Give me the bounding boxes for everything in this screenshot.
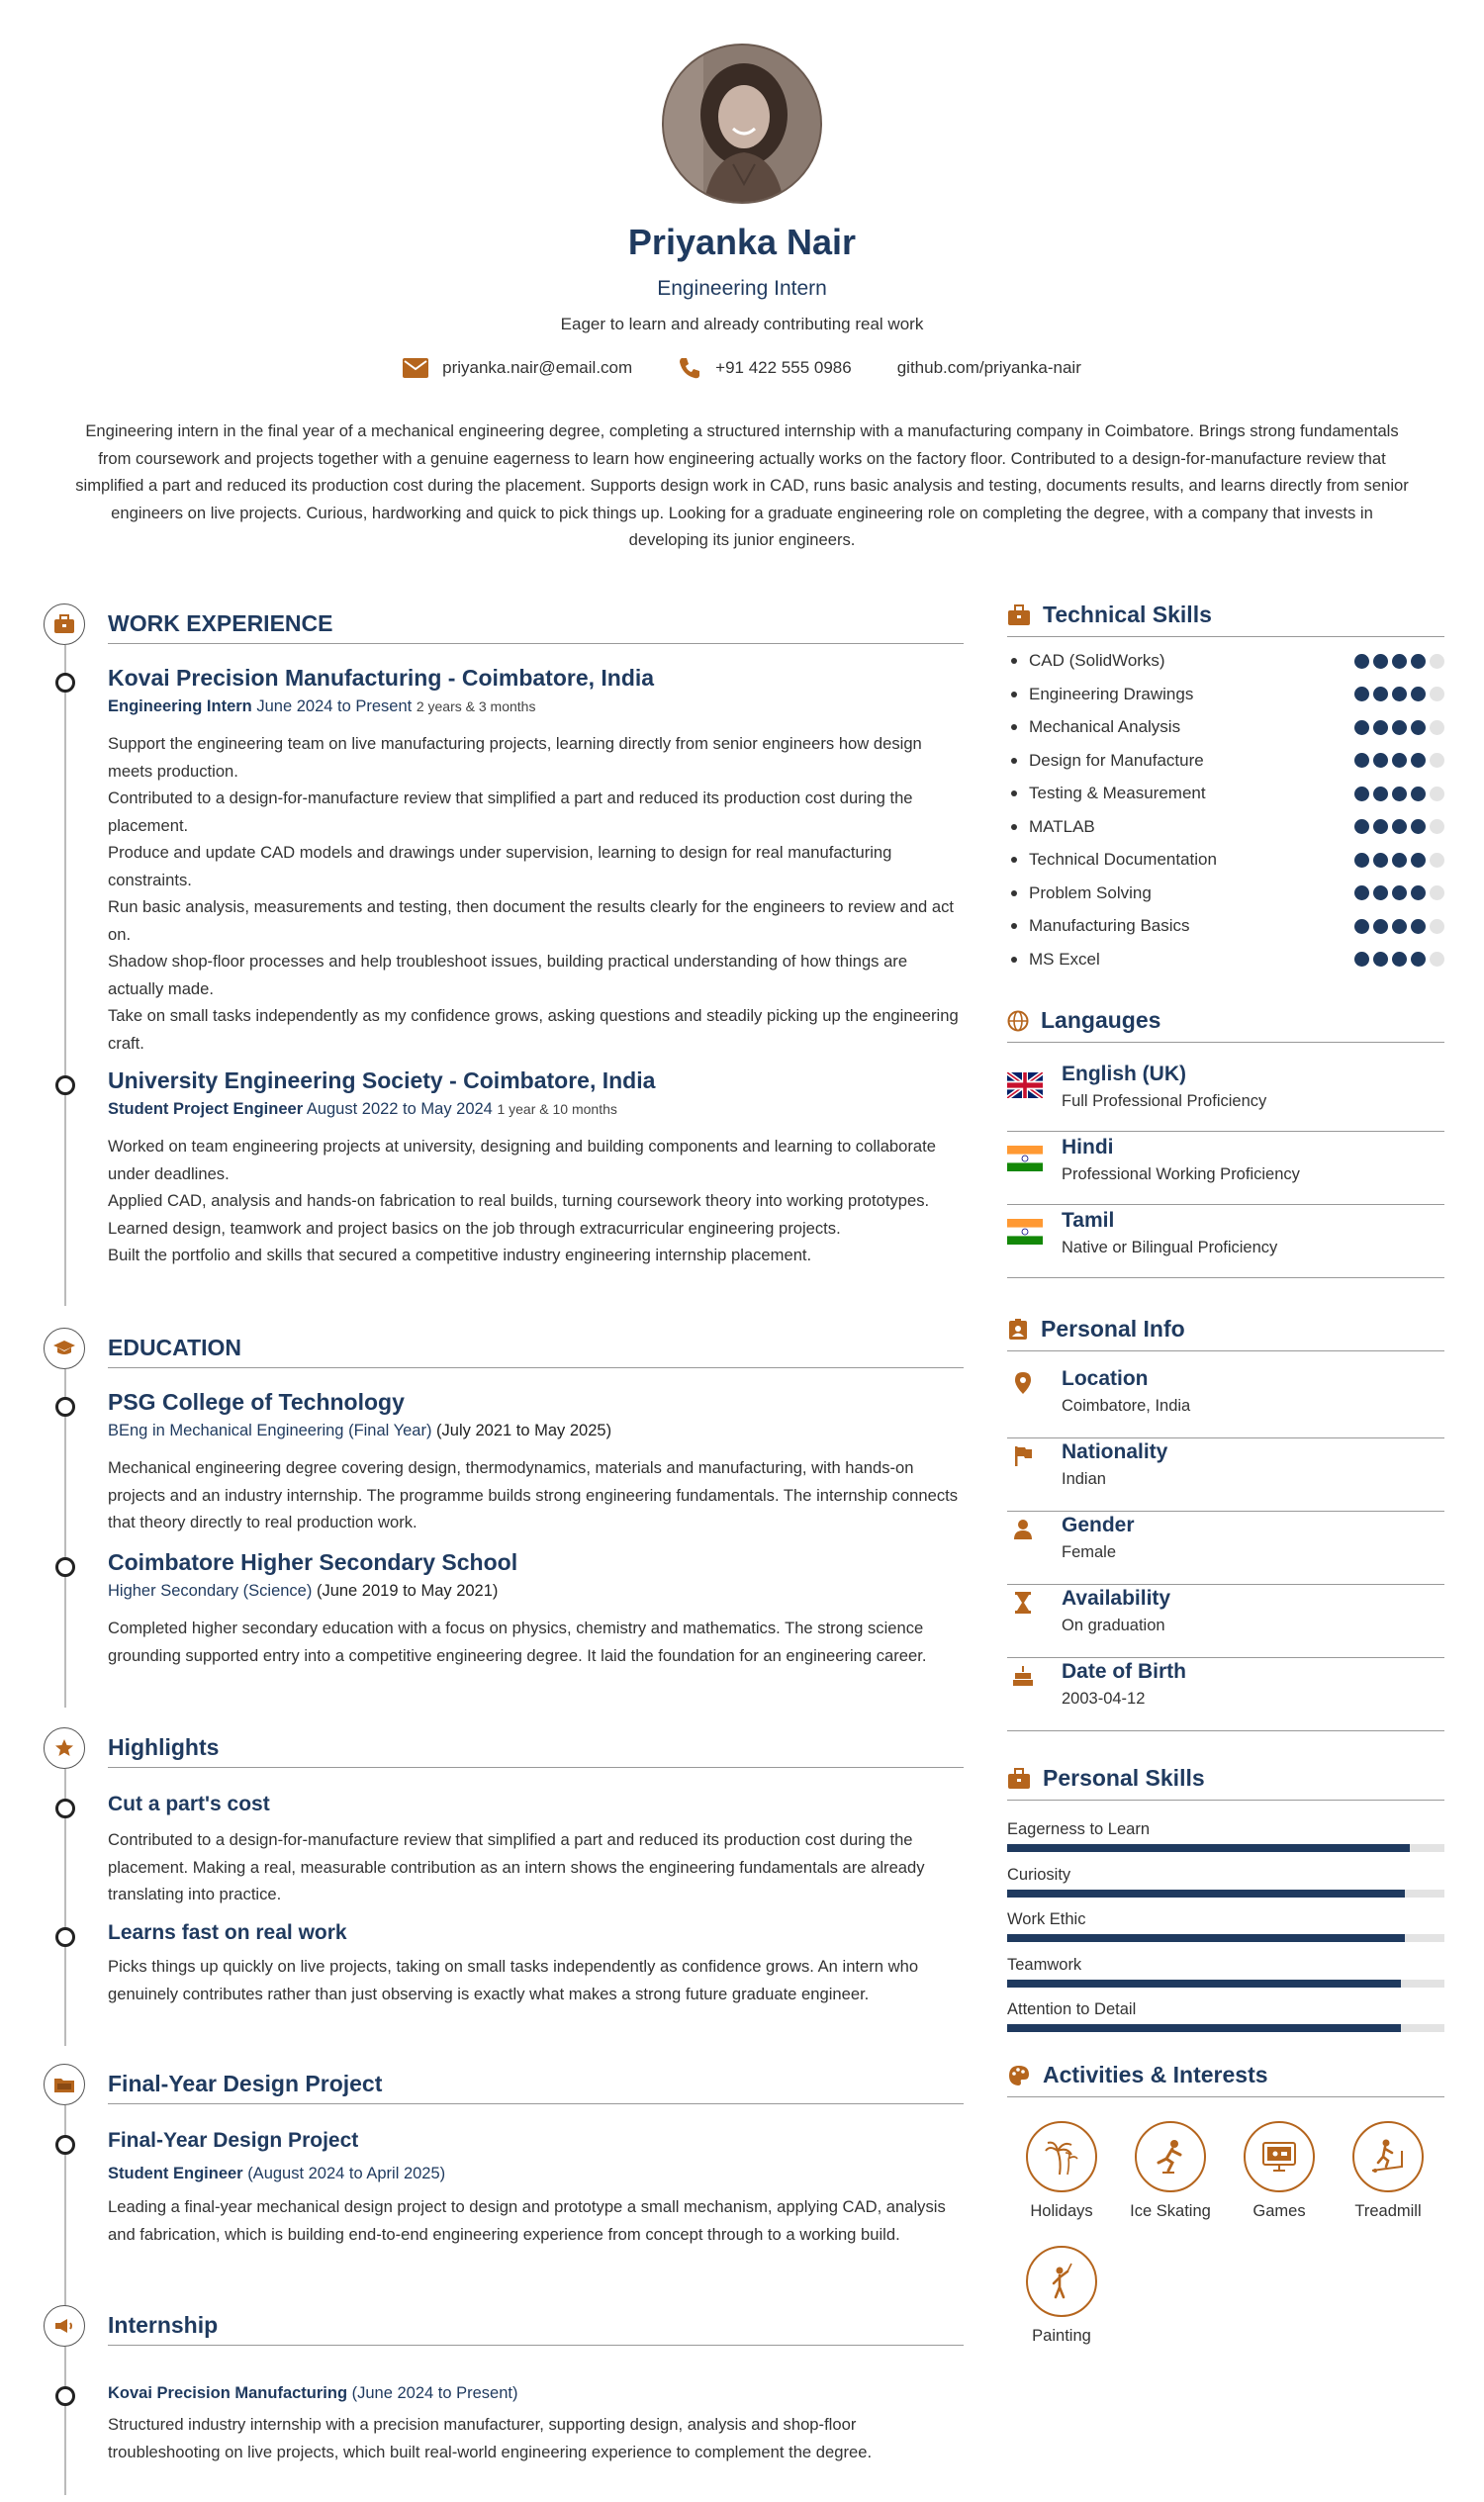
painting-icon [1026,2246,1097,2317]
language-level: Professional Working Proficiency [1062,1165,1300,1183]
info-value: On graduation [1062,1617,1165,1634]
rating-dot-filled [1392,885,1407,900]
info-label: Location [1062,1367,1149,1390]
rating-dot-filled [1354,753,1369,768]
rating-dot-filled [1354,654,1369,669]
skill-bar-fill [1007,1980,1401,1988]
skill-rating [1354,753,1444,768]
section-title: Highlights [108,1734,964,1768]
rating-dot-filled [1392,853,1407,868]
personal-info-item [1007,1512,1444,1585]
section-title: WORK EXPERIENCE [108,610,964,644]
activity-label: Games [1252,2202,1306,2220]
language-item [1007,1132,1444,1205]
rating-dot-filled [1411,687,1426,701]
rating-dot-filled [1392,687,1407,701]
rating-dot-filled [1392,952,1407,967]
timeline-dot [55,2386,75,2406]
flag-icon [1011,1444,1035,1468]
personal-skill [1007,1820,1444,1852]
job-line: Produce and update CAD models and drawings under supervision, learning to design for real manufacturing constraints. [108,843,892,889]
highlight-title: Learns fast on real work [108,1921,347,1944]
language-level: Native or Bilingual Proficiency [1062,1239,1278,1256]
technical-skill-name: Problem Solving [1029,882,1152,902]
education-entry [108,1549,964,1669]
highlight-title: Cut a part's cost [108,1793,270,1815]
job-line: Worked on team engineering projects at university, designing and building components and learning to collaborate under deadlines. [108,1137,936,1183]
rating-dot-filled [1411,787,1426,801]
briefcase-icon [1007,604,1031,626]
rating-dot-filled [1354,720,1369,735]
rating-dot-empty [1430,720,1444,735]
job-entry [108,665,964,1057]
rating-dot-filled [1411,919,1426,934]
technical-skill-name: Mechanical Analysis [1029,717,1181,736]
contact-row [0,356,1484,380]
rating-dot-filled [1354,952,1369,967]
technical-skill-row [1007,784,1444,803]
games-icon [1244,2121,1315,2192]
rating-dot-empty [1430,853,1444,868]
skill-bar [1007,2024,1444,2032]
technical-skills-heading [1007,602,1444,637]
skill-rating [1354,654,1444,669]
rating-dot-filled [1373,753,1388,768]
info-label: Gender [1062,1514,1135,1536]
skill-rating [1354,885,1444,900]
phone-icon [678,356,701,380]
technical-skill-name: MS Excel [1029,949,1100,969]
technical-skill-name: MATLAB [1029,816,1095,836]
job-role: Engineering Intern [108,697,252,715]
rating-dot-filled [1373,654,1388,669]
personal-skill-name: Curiosity [1007,1865,1071,1884]
rating-dot-filled [1392,654,1407,669]
technical-skill-name: Design for Manufacture [1029,750,1204,770]
language-name: Hindi [1062,1136,1114,1158]
activities-heading [1007,2062,1444,2097]
folder-icon [44,2064,85,2105]
rating-dot-filled [1354,885,1369,900]
school-name: PSG College of Technology [108,1389,405,1415]
education-entry [108,1389,964,1536]
website-text[interactable]: github.com/priyanka-nair [896,358,1081,377]
job-description [108,1133,964,1269]
section-title: EDUCATION [108,1335,964,1368]
technical-skill-row [1007,817,1444,837]
skill-rating [1354,853,1444,868]
rating-dot-filled [1373,919,1388,934]
rating-dot-filled [1411,853,1426,868]
bullet [1011,758,1017,764]
personal-skill-name: Eagerness to Learn [1007,1820,1151,1838]
info-label: Availability [1062,1587,1171,1610]
info-value: Female [1062,1543,1117,1561]
info-value: Indian [1062,1470,1106,1488]
bullet [1011,724,1017,730]
language-name: English (UK) [1062,1063,1186,1085]
palette-icon [1007,2064,1031,2087]
personal-skill-name: Teamwork [1007,1955,1082,1974]
india-flag-icon [1007,1146,1043,1171]
rating-dot-empty [1430,885,1444,900]
language-name: Tamil [1062,1209,1115,1232]
briefcase-icon [44,603,85,645]
personal-skills-heading [1007,1765,1444,1801]
rating-dot-filled [1354,919,1369,934]
timeline-dot [55,1799,75,1818]
person-icon [1011,1518,1035,1541]
rating-dot-filled [1411,753,1426,768]
technical-skills-title: Technical Skills [1043,602,1212,627]
rating-dot-empty [1430,787,1444,801]
rating-dot-empty [1430,654,1444,669]
email-text[interactable]: priyanka.nair@email.com [442,358,633,377]
internship-meta [108,2384,964,2403]
bullet [1011,692,1017,697]
project-dates: (August 2024 to April 2025) [247,2165,446,2182]
job-duration: 2 years & 3 months [416,698,536,714]
profile-summary: Engineering intern in the final year of a mechanical engineering degree, completing a structured internship with a manufacturing company in Coimbatore. Brings strong fundamentals from coursework and projects together with a genuine eagerness to learn how engineering actually works on the factory floor. Contributed to a design-for-manufacture review that simplified a part and reduced its production cost during the placement. Supports design work in CAD, runs basic analysis and testing, documents results, and learns directly from senior engineers on live projects. Curious, hardworking and quick to pick things up. Looking for a graduate engineering role on completing the degree, with a company that invests in developing its junior engineers. [75,421,1409,549]
palm-tree-icon [1026,2121,1097,2192]
info-label: Nationality [1062,1440,1168,1463]
personal-skill [1007,1910,1444,1942]
activity-item [1334,2121,1442,2221]
technical-skill-name: CAD (SolidWorks) [1029,651,1165,670]
technical-skill-name: Manufacturing Basics [1029,916,1190,935]
job-meta [108,1100,964,1119]
job-company: Kovai Precision Manufacturing - Coimbatore, India [108,665,655,691]
internship-entry [108,2378,964,2465]
bullet [1011,790,1017,796]
personal-info-heading [1007,1316,1444,1351]
job-description [108,730,964,1057]
rating-dot-filled [1373,853,1388,868]
job-line: Built the portfolio and skills that secured a competitive industry engineering internship placement. [108,1246,812,1264]
rating-dot-filled [1373,687,1388,701]
ice-skating-icon [1135,2121,1206,2192]
treadmill-icon [1352,2121,1424,2192]
skill-bar [1007,1890,1444,1898]
project-entry [108,2129,964,2248]
timeline-line [64,1369,66,1708]
timeline-dot [55,673,75,693]
job-line: Shadow shop-floor processes and help troubleshoot issues, building practical understanding of how things are actually made. [108,952,908,998]
timeline-line [64,2347,66,2495]
timeline-line [64,645,66,1306]
skill-bar [1007,1844,1444,1852]
info-value: Coimbatore, India [1062,1397,1191,1415]
website-contact[interactable] [897,356,1081,380]
rating-dot-filled [1373,952,1388,967]
job-dates: August 2022 to May 2024 [306,1100,493,1118]
briefcase-icon [1007,1768,1031,1790]
megaphone-icon [44,2305,85,2347]
rating-dot-filled [1373,720,1388,735]
email-icon [403,358,428,378]
education-meta [108,1582,964,1601]
timeline-dot [55,1927,75,1947]
skill-bar [1007,1934,1444,1942]
rating-dot-filled [1392,819,1407,834]
personal-skill [1007,2000,1444,2032]
timeline-dot [55,2135,75,2155]
email-contact[interactable] [403,356,632,380]
personal-skills-title: Personal Skills [1043,1765,1205,1791]
education-dates: (June 2019 to May 2021) [316,1582,499,1600]
candidate-name: Priyanka Nair [627,222,857,262]
timeline-dot [55,1557,75,1577]
education-description: Mechanical engineering degree covering design, thermodynamics, materials and manufacturing, with hands-on projects and an industry internship. The programme builds strong engineering fundamentals. The internship connects that theory directly to real production work. [108,1458,959,1531]
bullet [1011,824,1017,830]
project-description: Leading a final-year mechanical design project to design and prototype a small mechanism, applying CAD, analysis and fabrication, which is building end-to-end engineering experience from concept through to a working build. [108,2197,946,2244]
skill-bar-fill [1007,1934,1405,1942]
rating-dot-filled [1373,819,1388,834]
bullet [1011,923,1017,929]
rating-dot-filled [1411,654,1426,669]
education-description: Completed higher secondary education with a focus on physics, chemistry and mathematics. The strong science grounding supported entry into a competitive engineering degree. It laid the foundation for an engineering career. [108,1619,927,1665]
rating-dot-filled [1354,687,1369,701]
project-title: Final-Year Design Project [108,2129,359,2152]
technical-skill-row [1007,717,1444,737]
phone-text[interactable]: +91 422 555 0986 [715,358,852,377]
technical-skill-name: Testing & Measurement [1029,784,1206,802]
internship-description: Structured industry internship with a precision manufacturer, supporting design, analysis and shop-floor troubleshooting on live projects, which built real-world engineering experience to complement the degree. [108,2415,873,2461]
degree: Higher Secondary (Science) [108,1582,313,1600]
rating-dot-empty [1430,819,1444,834]
technical-skill-row [1007,850,1444,870]
section-title: Internship [108,2312,964,2346]
technical-skill-row [1007,916,1444,936]
job-line: Learned design, teamwork and project basics on the job through extracurricular engineering projects. [108,1218,841,1238]
technical-skill-name: Technical Documentation [1029,850,1217,869]
rating-dot-filled [1392,753,1407,768]
school-name: Coimbatore Higher Secondary School [108,1549,518,1575]
languages-title: Langauges [1041,1007,1161,1033]
degree: BEng in Mechanical Engineering (Final Year) [108,1422,432,1439]
hourglass-icon [1011,1591,1035,1615]
highlight-entry [108,1921,964,2007]
location-pin-icon [1011,1371,1035,1395]
activities-title: Activities & Interests [1043,2062,1268,2087]
rating-dot-filled [1392,919,1407,934]
education-meta [108,1422,964,1440]
personal-skill-name: Attention to Detail [1007,2000,1137,2018]
highlight-entry [108,1793,964,1908]
activity-label: Holidays [1030,2202,1093,2220]
india-flag-icon [1007,1219,1043,1245]
activity-item [1007,2121,1116,2221]
phone-contact[interactable] [678,356,852,380]
rating-dot-empty [1430,952,1444,967]
internship-dates: (June 2024 to Present) [351,2384,518,2402]
bullet [1011,658,1017,664]
skill-rating [1354,952,1444,967]
highlight-description: Picks things up quickly on live projects, taking on small tasks independently as confidence grows. An intern who genuinely contributes rather than just observing is exactly what makes a strong future graduate engineer. [108,1957,919,2003]
job-line: Support the engineering team on live manufacturing projects, learning directly from senior engineers how design meets production. [108,734,922,781]
job-entry [108,1067,964,1269]
rating-dot-filled [1392,720,1407,735]
rating-dot-empty [1430,919,1444,934]
skill-rating [1354,787,1444,801]
rating-dot-filled [1392,787,1407,801]
activity-item [1007,2246,1116,2346]
timeline-dot [55,1397,75,1417]
rating-dot-filled [1411,819,1426,834]
technical-skill-row [1007,751,1444,771]
rating-dot-filled [1354,819,1369,834]
personal-info-item [1007,1585,1444,1658]
star-badge-icon [44,1727,85,1769]
job-line: Applied CAD, analysis and hands-on fabrication to real builds, turning coursework theory into working prototypes. [108,1191,930,1210]
cake-icon [1011,1664,1035,1688]
technical-skill-row [1007,950,1444,970]
personal-info-item [1007,1365,1444,1438]
skill-rating [1354,919,1444,934]
activity-item [1225,2121,1334,2221]
activity-label: Treadmill [1354,2202,1422,2220]
skill-rating [1354,687,1444,701]
timeline-dot [55,1075,75,1095]
bullet [1011,957,1017,963]
skill-bar [1007,1980,1444,1988]
project-role: Student Engineer [108,2165,243,2182]
rating-dot-empty [1430,687,1444,701]
skill-rating [1354,720,1444,735]
rating-dot-filled [1354,787,1369,801]
internship-org: Kovai Precision Manufacturing [108,2384,348,2402]
language-level: Full Professional Proficiency [1062,1092,1267,1110]
personal-skill [1007,1956,1444,1988]
job-line: Run basic analysis, measurements and testing, then document the results clearly for the engineers to review and act on. [108,897,955,944]
skill-bar-fill [1007,1890,1405,1898]
bullet [1011,890,1017,896]
graduation-cap-icon [44,1328,85,1369]
language-item [1007,1205,1444,1278]
rating-dot-filled [1373,787,1388,801]
languages-heading [1007,1007,1444,1043]
language-item [1007,1059,1444,1132]
candidate-tagline: Eager to learn and already contributing real work [560,315,924,333]
technical-skill-row [1007,685,1444,704]
job-line: Take on small tasks independently as my confidence grows, asking questions and steadily picking up the engineering craft. [108,1006,959,1053]
rating-dot-filled [1411,885,1426,900]
personal-skill [1007,1866,1444,1898]
project-meta [108,2165,964,2183]
skill-bar-fill [1007,2024,1401,2032]
rating-dot-empty [1430,753,1444,768]
activity-label: Painting [1032,2327,1091,2345]
info-value: 2003-04-12 [1062,1690,1146,1708]
job-duration: 1 year & 10 months [497,1101,617,1117]
info-label: Date of Birth [1062,1660,1186,1683]
skill-rating [1354,819,1444,834]
personal-info-item [1007,1438,1444,1512]
bullet [1011,857,1017,863]
rating-dot-filled [1411,720,1426,735]
skill-bar-fill [1007,1844,1410,1852]
job-line: Contributed to a design-for-manufacture review that simplified a part and reduced its production cost during the placement. [108,788,913,835]
highlight-description: Contributed to a design-for-manufacture review that simplified a part and reduced its production cost during the placement. Making a real, measurable contribution as an intern shows the engineering fundamentals are already translating into practice. [108,1830,925,1903]
candidate-role: Engineering Intern [657,277,827,300]
personal-skill-name: Work Ethic [1007,1910,1086,1928]
personal-info-title: Personal Info [1041,1316,1185,1342]
rating-dot-filled [1411,952,1426,967]
education-dates: (July 2021 to May 2025) [436,1422,612,1439]
job-role: Student Project Engineer [108,1100,304,1118]
resume-header [0,44,1484,380]
technical-skill-name: Engineering Drawings [1029,684,1194,703]
globe-icon [1007,1010,1029,1032]
job-company: University Engineering Society - Coimbatore, India [108,1067,656,1093]
job-dates: June 2024 to Present [256,697,413,715]
id-card-icon [1007,1319,1029,1341]
rating-dot-filled [1354,853,1369,868]
personal-info-item [1007,1658,1444,1731]
uk-flag-icon [1007,1072,1043,1098]
technical-skill-row [1007,651,1444,671]
activity-label: Ice Skating [1130,2202,1211,2220]
technical-skill-row [1007,883,1444,903]
job-meta [108,697,964,716]
activity-item [1116,2121,1225,2221]
profile-photo [662,44,822,204]
rating-dot-filled [1373,885,1388,900]
section-title: Final-Year Design Project [108,2071,964,2104]
